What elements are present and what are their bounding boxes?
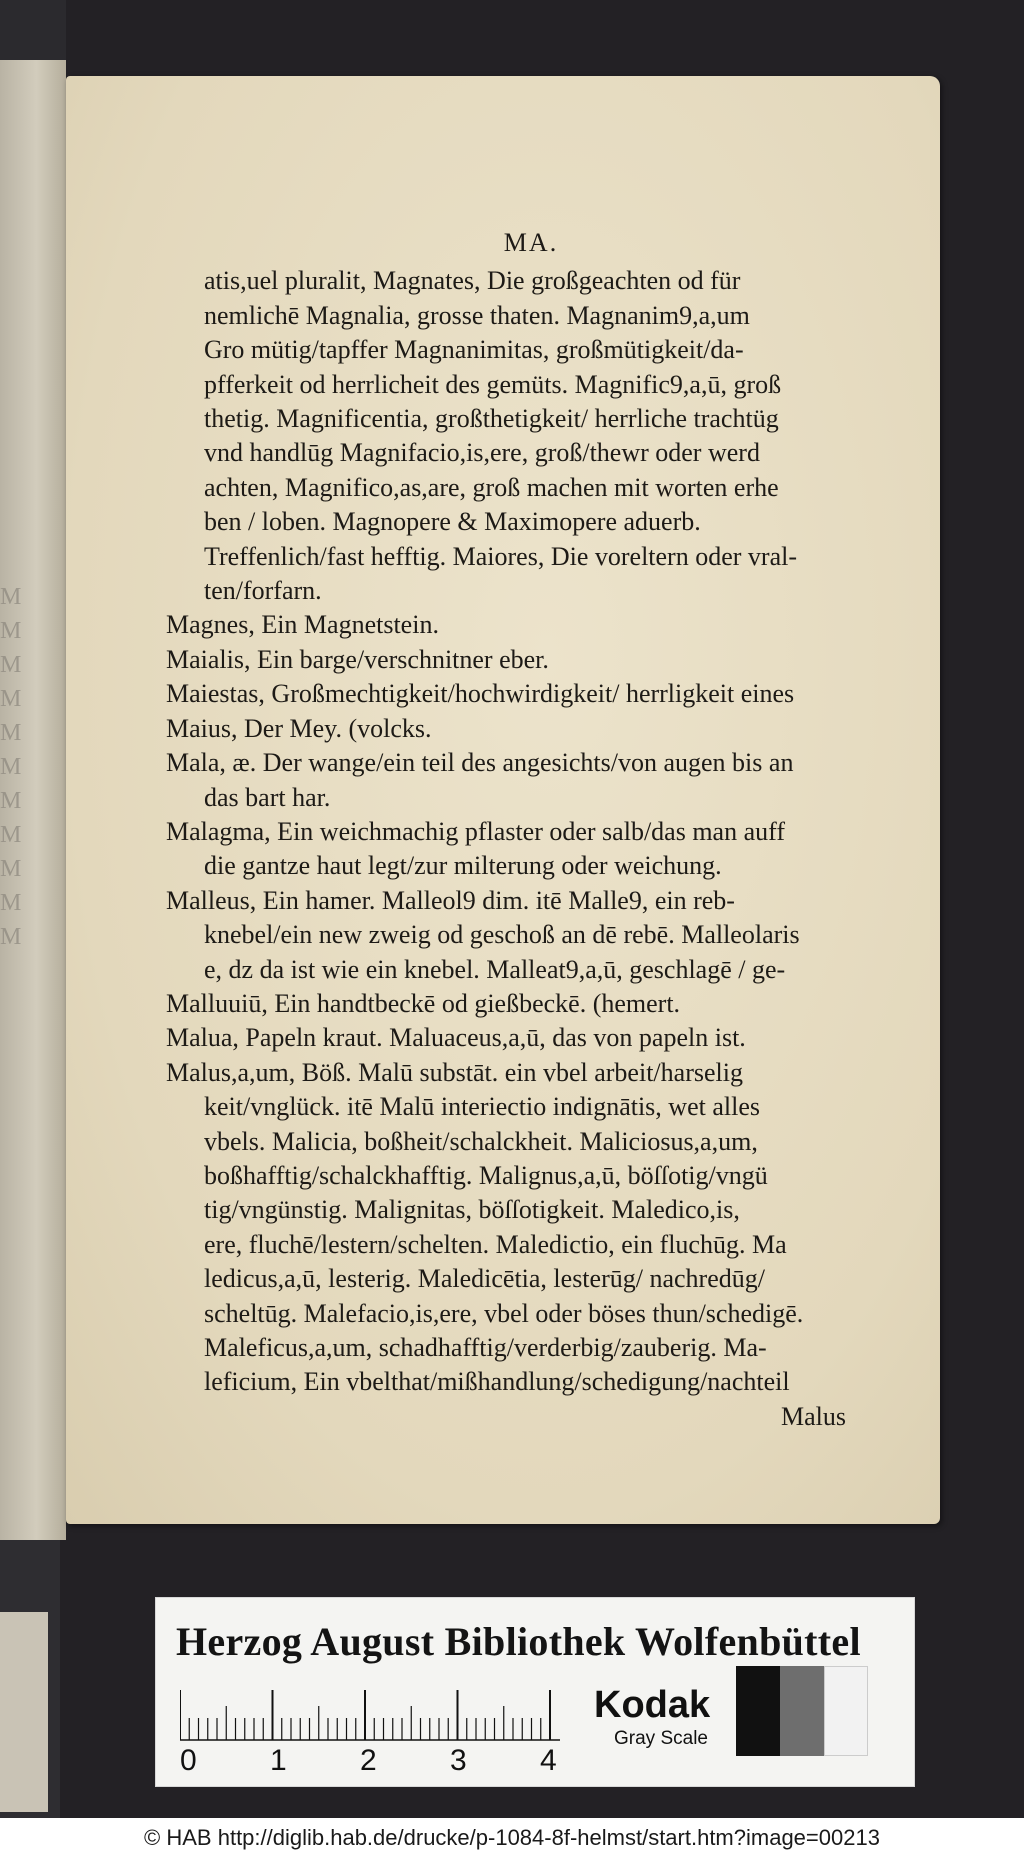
text-line: Malus,a,um, Böß. Malū substāt. ein vbel arbeit/harselig (166, 1057, 743, 1087)
text-line: atis,uel pluralit, Magnates, Die großgeachten od für (204, 266, 741, 296)
text-line: Magnes, Ein Magnetstein. (166, 610, 439, 640)
ruler-number: 0 (180, 1744, 197, 1777)
left-page-edge (0, 0, 66, 60)
text-line: die gantze haut legt/zur milterung oder weichung. (204, 851, 722, 881)
text-line: Malleus, Ein hamer. Malleol9 dim. itē Malle9, ein reb- (166, 885, 735, 915)
text-line: Maiestas, Großmechtigkeit/hochwirdigkeit/ herrligkeit eines (166, 679, 795, 709)
text-line: Malluuiū, Ein handtbeckē od gießbeckē. (hemert. (166, 988, 681, 1018)
text-line: boßhafftig/schalckhafftig. Malignus,a,ū, böſſotig/vngü (204, 1160, 768, 1190)
text-line: Mala, æ. Der wange/ein teil des angesichts/von augen bis an (166, 748, 794, 778)
ghost-letter: M (0, 652, 22, 678)
text-line: ere, fluchē/lestern/schelten. Maledictio, ein fluchūg. Ma (204, 1229, 787, 1259)
text-line: vbels. Malicia, boßheit/schalckheit. Maliciosus,a,um, (204, 1126, 758, 1156)
shelf-label (0, 1612, 48, 1812)
adjacent-page-letters (0, 580, 60, 954)
text-line: ledicus,a,ū, lesterig. Maledicētia, lesterūg/ nachredūg/ (204, 1264, 765, 1294)
page-text (166, 226, 856, 1434)
ghost-letter: M (0, 788, 22, 814)
copyright-footer: © HAB http://diglib.hab.de/drucke/p-1084-8f-helmst/start.htm?image=00213 (0, 1818, 1024, 1857)
text-line: keit/vnglück. itē Malū interiectio indignātis, wet alles (204, 1092, 760, 1122)
text-line: leficium, Ein vbelthat/mißhandlung/schedigung/nachteil (204, 1367, 790, 1397)
ruler-number: 2 (360, 1744, 377, 1777)
text-line: vnd handlūg Magnifacio,is,ere, groß/thewr oder werd (204, 438, 760, 468)
catchword: Malus (781, 1401, 846, 1431)
text-line: scheltūg. Malefacio,is,ere, vbel oder böses thun/schedigē. (204, 1298, 804, 1328)
text-line: e, dz da ist wie ein knebel. Malleat9,a,ū, geschlagē / ge- (204, 954, 786, 984)
ruler-scale (180, 1688, 560, 1742)
adjacent-page-strip (0, 60, 66, 1540)
book-page (66, 76, 940, 1524)
ghost-letter: M (0, 618, 22, 644)
ruler-number: 4 (540, 1744, 557, 1777)
ghost-letter: M (0, 584, 22, 610)
text-line: Maialis, Ein barge/verschnitner eber. (166, 644, 549, 674)
text-line: das bart har. (204, 782, 331, 812)
text-line: Treffenlich/fast hefftig. Maiores, Die voreltern oder vral- (204, 541, 797, 571)
ruler-number: 3 (450, 1744, 467, 1777)
kodak-logo: Kodak (594, 1684, 711, 1726)
text-line: thetig. Magnificentia, großthetigkeit/ herrliche trachtüg (204, 404, 779, 434)
text-line: Maleficus,a,um, schadhafftig/verderbig/zauberig. Ma- (204, 1333, 767, 1362)
ghost-letter: M (0, 686, 22, 712)
text-line: ten/forfarn. (204, 576, 322, 606)
ghost-letter: M (0, 822, 22, 848)
library-title: Herzog August Bibliothek Wolfenbüttel (176, 1619, 861, 1664)
running-header: MA. (503, 228, 559, 257)
ruler-number: 1 (270, 1744, 287, 1777)
ghost-letter: M (0, 924, 22, 950)
text-line: nemlichē Magnalia, grosse thaten. Magnanim9,a,um (204, 300, 750, 330)
swatch-black (736, 1666, 780, 1756)
text-line: Gro mütig/tapffer Magnanimitas, großmütigkeit/da- (204, 335, 744, 365)
gray-scale-label: Gray Scale (614, 1728, 708, 1749)
swatch-white (824, 1666, 868, 1756)
text-line: achten, Magnifico,as,are, groß machen mit worten erhe (204, 472, 779, 502)
color-calibration-strip (155, 1597, 915, 1787)
ghost-letter: M (0, 856, 22, 882)
text-line: Malagma, Ein weichmachig pflaster oder salb/das man auff (166, 816, 785, 846)
text-line: knebel/ein new zweig od geschoß an dē rebē. Malleolaris (204, 920, 800, 950)
text-line: Maius, Der Mey. (volcks. (166, 713, 432, 743)
text-line: ben / loben. Magnopere & Maximopere aduerb. (204, 507, 701, 537)
text-line: tig/vngünstig. Malignitas, böſſotigkeit. Maledico,is, (204, 1195, 740, 1225)
text-lines (166, 264, 856, 1399)
text-line: Malua, Papeln kraut. Maluaceus,a,ū, das von papeln ist. (166, 1023, 746, 1053)
ghost-letter: M (0, 754, 22, 780)
ghost-letter: M (0, 720, 22, 746)
text-line: pfferkeit od herrlicheit des gemüts. Magnific9,a,ū, groß (204, 369, 782, 399)
swatch-gray (780, 1666, 824, 1756)
ghost-letter: M (0, 890, 22, 916)
